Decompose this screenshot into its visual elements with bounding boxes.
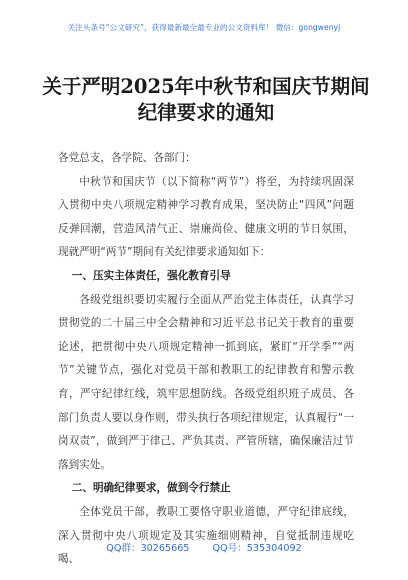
intro-paragraph: 中秋节和国庆节（以下简称“两节”）将至，为持续巩固深入贯彻中央八项规定精神学习教育成果，坚决防止“四风”问题反弹回潮，营造风清气正、崇廉尚俭、健康文明的节日氛围，现就严明“两节”期间有关纪律要求通知如下： xyxy=(58,175,354,259)
section-1-heading: 一、压实主体责任，强化教育引导 xyxy=(71,269,231,282)
section-1-paragraph: 各级党组织要切实履行全面从严治党主体责任，认真学习贯彻党的二十届三中全会精神和习近平总书记关于教育的重要论述，把贯彻中央八项规定精神一抓到底，紧盯“开学季”“两节”关键节点，强化对党员干部和教职工的纪律教育和警示教育，严守纪律红线，筑牢思想防线。各级党组织班子成员、各部门负责人要以身作则，带头执行各项纪律规定，认真履行“一岗双责”，做到严于律己、严负其责、严管所辖，确保廉洁过节落到实处。 xyxy=(58,293,354,471)
salutation: 各党总支，各学院、各部门： xyxy=(58,152,196,164)
document-body xyxy=(58,147,354,572)
section-2-paragraph: 全体党员干部，教职工要恪守职业道德，严守纪律底线，深入贯彻中央八项规定及其实施细则精神，自觉抵制违规吃喝、 xyxy=(58,505,354,566)
header-banner: 关注头条号“公文研究”，获得最新最全最专业的公文资料库！ 微信：gongwenyj xyxy=(67,23,341,32)
footer-qq-number: QQ号：535304092 xyxy=(212,543,302,554)
footer-contact xyxy=(0,540,408,554)
document-title: 关于严明2025年中秋节和国庆节期间纪律要求的通知 xyxy=(42,75,370,124)
section-2-heading: 二、明确纪律要求，做到令行禁止 xyxy=(71,482,231,495)
footer-qq-group: QQ群：30265665 xyxy=(106,543,190,554)
